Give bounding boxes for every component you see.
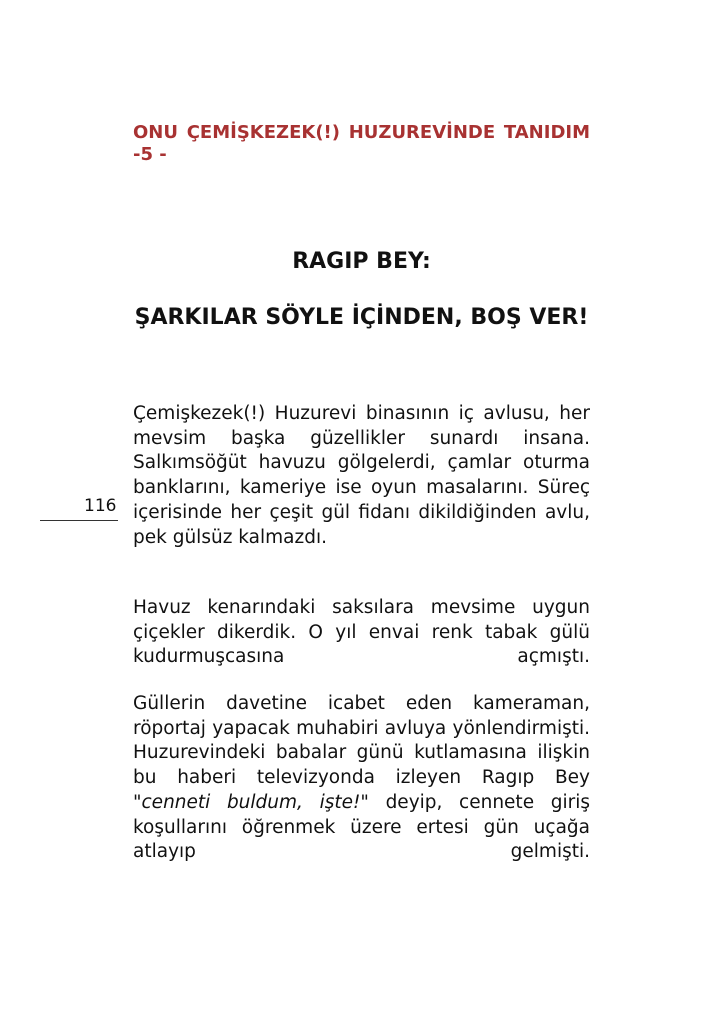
paragraph-1: Çemişkezek(!) Huzurevi binasının iç avlusu, her mevsim başka güzellikler sunardı insana. Salkımsöğüt havuzu gölgelerdi, çamlar oturma banklarını, kameriye ise oyun masalarını. Süreç içerisinde her çeşit gül fidanı dikildiğinden avlu, pek gülsüz kalmazdı. xyxy=(133,403,590,548)
paragraph-3 xyxy=(133,692,590,865)
section-header: ONU ÇEMİŞKEZEK(!) HUZUREVİNDE TANIDIM -5 - xyxy=(133,122,590,165)
chapter-subtitle: ŞARKILAR SÖYLE İÇİNDEN, BOŞ VER! xyxy=(134,305,589,330)
page-number: 116 xyxy=(84,496,117,516)
page-number-rule xyxy=(40,520,118,521)
paragraph-3-quote: cenneti buldum, işte! xyxy=(141,791,361,813)
chapter-title: RAGIP BEY: xyxy=(292,249,431,274)
paragraph-3-text-b: " deyip, cennete giriş koşullarını öğrenmek üzere ertesi gün uçağa atlayıp gelmişti. xyxy=(133,791,590,863)
paragraph-3-text-a: Güllerin davetine icabet eden kameraman, röportaj yapacak muhabiri avluya yönlendirmişti. Huzurevindeki babalar günü kutlamasına ilişkin bu haberi televizyonda izleyen Ragıp Bey " xyxy=(133,693,590,813)
paragraph-2: Havuz kenarındaki saksılara mevsime uygun çiçekler dikerdik. O yıl envai renk tabak gülü kudurmuşcasına açmıştı. xyxy=(133,597,590,668)
